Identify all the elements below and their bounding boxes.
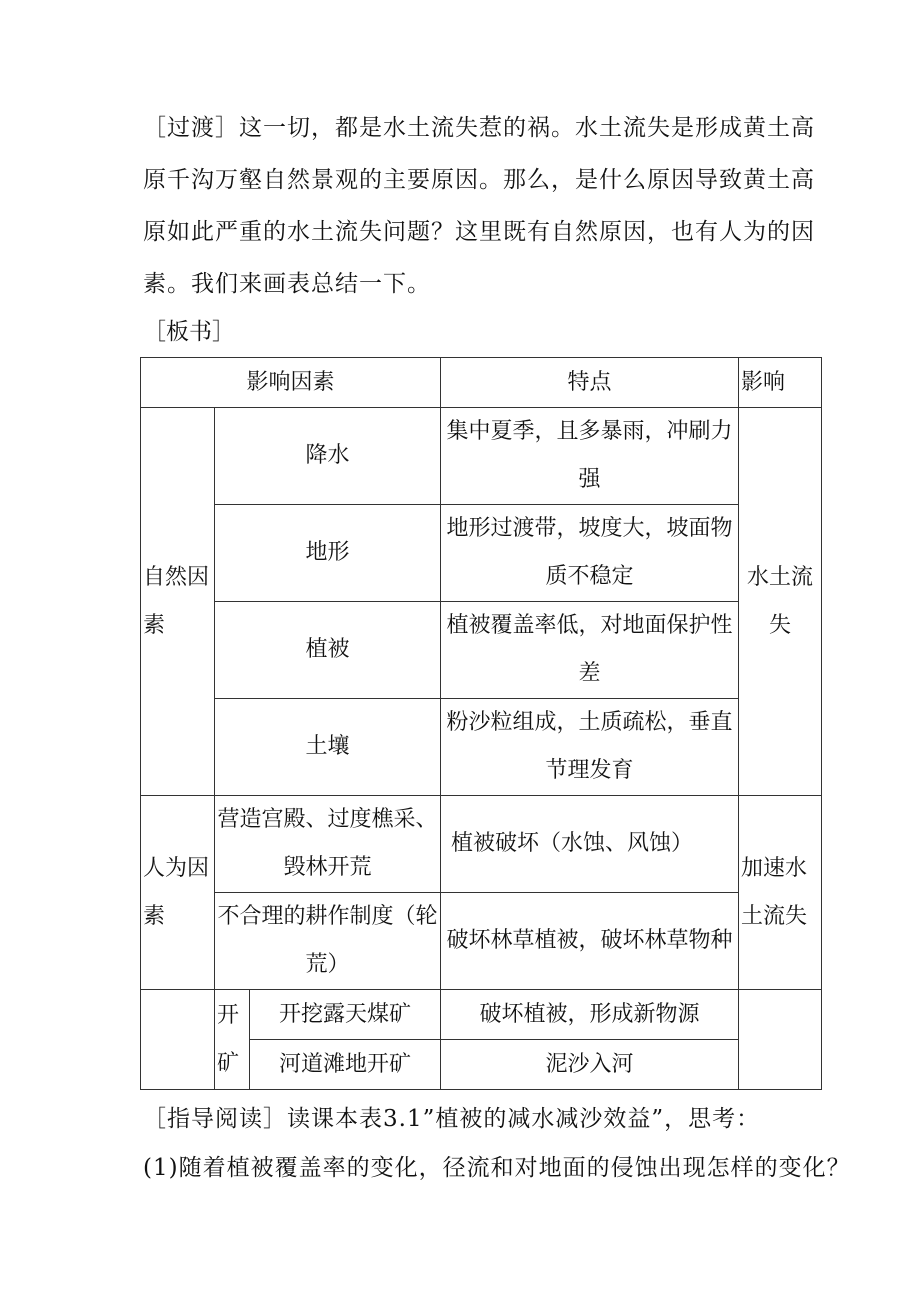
feature-cell: 泥沙入河 [441, 1040, 739, 1090]
board-label: ［板书］ [143, 319, 235, 345]
human-category-cell: 人为因素 [141, 796, 215, 990]
factor-cell: 开挖露天煤矿 [250, 990, 441, 1040]
table-row [141, 408, 822, 505]
empty-cell [739, 990, 822, 1090]
factor-cell: 营造宫殿、过度樵采、毁林开荒 [215, 796, 441, 893]
table-row [141, 699, 822, 796]
natural-impact-cell: 水土流失 [739, 408, 822, 796]
intro-paragraph: ［过渡］这一切，都是水土流失惹的祸。水土流失是形成黄土高原千沟万壑自然景观的主要原因。那么，是什么原因导致黄土高原如此严重的水土流失问题？这里既有自然原因，也有人为的因素。我们来画表总结一下。 [143, 115, 815, 297]
question-1: (1)随着植被覆盖率的变化，径流和对地面的侵蚀出现怎样的变化？ [143, 1155, 851, 1181]
feature-cell: 集中夏季，且多暴雨，冲刷力强 [441, 408, 739, 505]
header-impact: 影响 [739, 358, 822, 408]
factor-cell: 降水 [215, 408, 441, 505]
table-row [141, 505, 822, 602]
feature-cell: 粉沙粒组成，土质疏松，垂直节理发育 [441, 699, 739, 796]
feature-cell: 破坏植被，形成新物源 [441, 990, 739, 1040]
table-row [141, 602, 822, 699]
factor-cell: 河道滩地开矿 [250, 1040, 441, 1090]
table-row [141, 796, 822, 893]
empty-cell [141, 990, 215, 1090]
factor-cell: 土壤 [215, 699, 441, 796]
table-header-row [141, 358, 822, 408]
factor-cell: 植被 [215, 602, 441, 699]
factor-cell: 不合理的耕作制度（轮荒） [215, 893, 441, 990]
mining-label-cell: 开矿 [215, 990, 250, 1090]
human-impact-cell: 加速水土流失 [739, 796, 822, 990]
table-row [141, 990, 822, 1040]
factor-cell: 地形 [215, 505, 441, 602]
feature-cell: 地形过渡带，坡度大，坡面物质不稳定 [441, 505, 739, 602]
natural-category-cell: 自然因素 [141, 408, 215, 796]
header-features: 特点 [441, 358, 739, 408]
guide-paragraph: ［指导阅读］读课本表3.1”植被的减水减沙效益”，思考： [143, 1106, 761, 1132]
feature-cell: 植被覆盖率低，对地面保护性差 [441, 602, 739, 699]
feature-cell: 破坏林草植被，破坏林草物种 [441, 893, 739, 990]
feature-cell: 植被破坏（水蚀、风蚀） [441, 796, 739, 893]
summary-table [140, 357, 822, 1090]
table-row [141, 893, 822, 990]
header-factors: 影响因素 [141, 358, 441, 408]
